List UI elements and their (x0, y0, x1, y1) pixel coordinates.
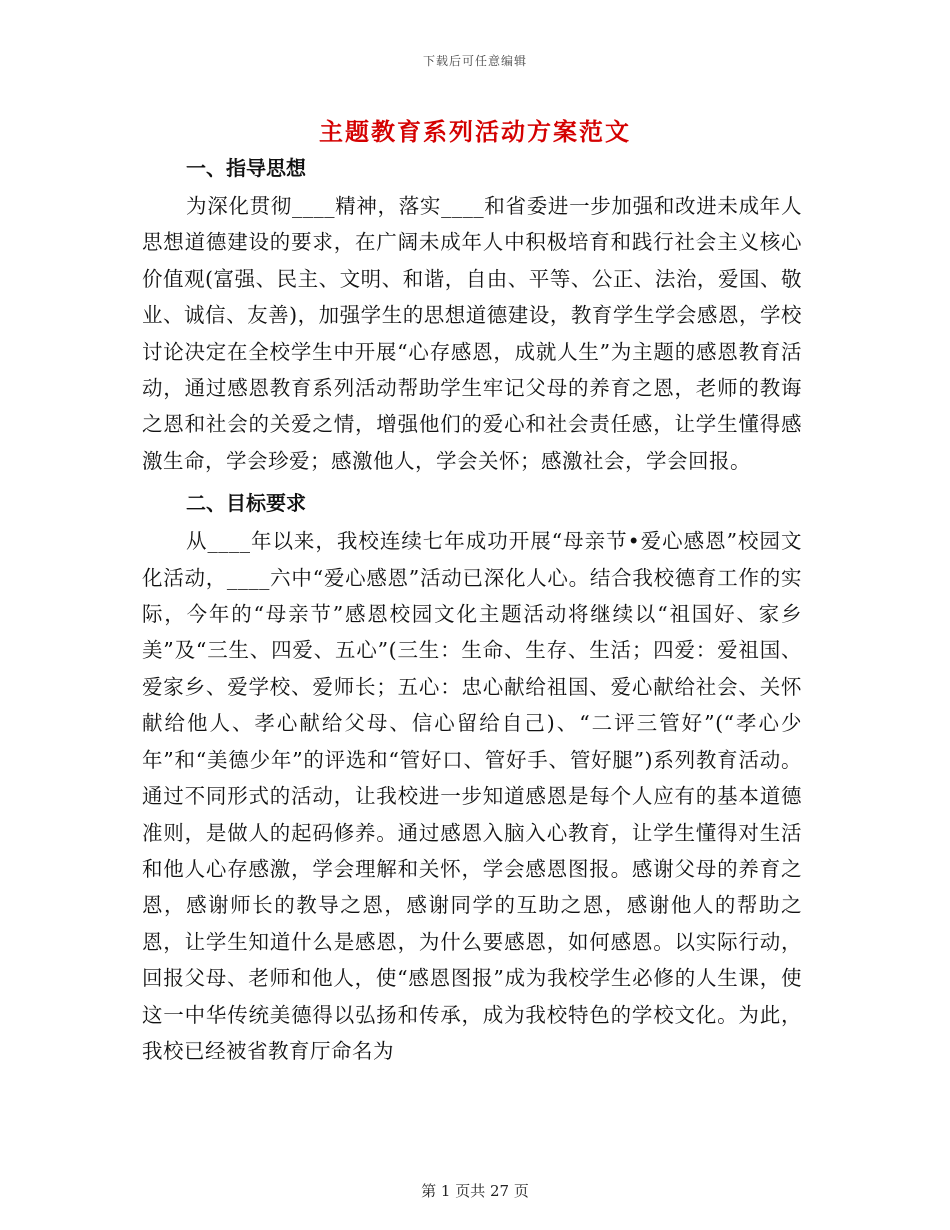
paragraph: 从____年以来，我校连续七年成功开展“母亲节•爱心感恩”校园文化活动，____六中“爱心感恩”活动已深化人心。结合我校德育工作的实际，今年的“母亲节”感恩校园文化主题活动将继续以“祖国好、家乡美”及“三生、四爱、五心”(三生：生命、生存、生活；四爱：爱祖国、爱家乡、爱学校、爱师长；五心：忠心献给祖国、爱心献给社会、关怀献给他人、孝心献给父母、信心留给自己)、“二评三管好”(“孝心少年”和“美德少年”的评选和“管好口、管好手、管好腿”)系列教育活动。通过不同形式的活动，让我校进一步知道感恩是每个人应有的基本道德准则，是做人的起码修养。通过感恩入脑入心教育，让学生懂得对生活和他人心存感激，学会理解和关怀，学会感恩图报。感谢父母的养育之恩，感谢师长的教导之恩，感谢同学的互助之恩，感谢他人的帮助之恩，让学生知道什么是感恩，为什么要感恩，如何感恩。以实际行动，回报父母、老师和他人，使“感恩图报”成为我校学生必修的人生课，使这一中华传统美德得以弘扬和传承，成为我校特色的学校文化。为此，我校已经被省教育厅命名为 (142, 529, 802, 1063)
section-guiding-ideology (142, 150, 802, 479)
document-body (142, 150, 802, 1075)
paragraph: 为深化贯彻____精神，落实____和省委进一步加强和改进未成年人思想道德建设的要求，在广阔未成年人中积极培育和践行社会主义核心价值观(富强、民主、文明、和谐，自由、平等、公正、法治，爱国、敬业、诚信、友善)，加强学生的思想道德建设，教育学生学会感恩，学校讨论决定在全校学生中开展“心存感恩，成就人生”为主题的感恩教育活动，通过感恩教育系列活动帮助学生牢记父母的养育之恩，老师的教诲之恩和社会的关爱之情，增强他们的爱心和社会责任感，让学生懂得感激生命，学会珍爱；感激他人，学会关怀；感激社会，学会回报。 (142, 194, 802, 473)
document-title: 主题教育系列活动方案范文 (319, 117, 631, 146)
section-goals-requirements (142, 485, 802, 1069)
section-heading: 一、指导思想 (186, 156, 306, 180)
section-heading: 二、目标要求 (186, 491, 306, 516)
header-note: 下载后可任意编辑 (422, 54, 527, 68)
page-number: 第 1 页共 27 页 (421, 1182, 529, 1200)
